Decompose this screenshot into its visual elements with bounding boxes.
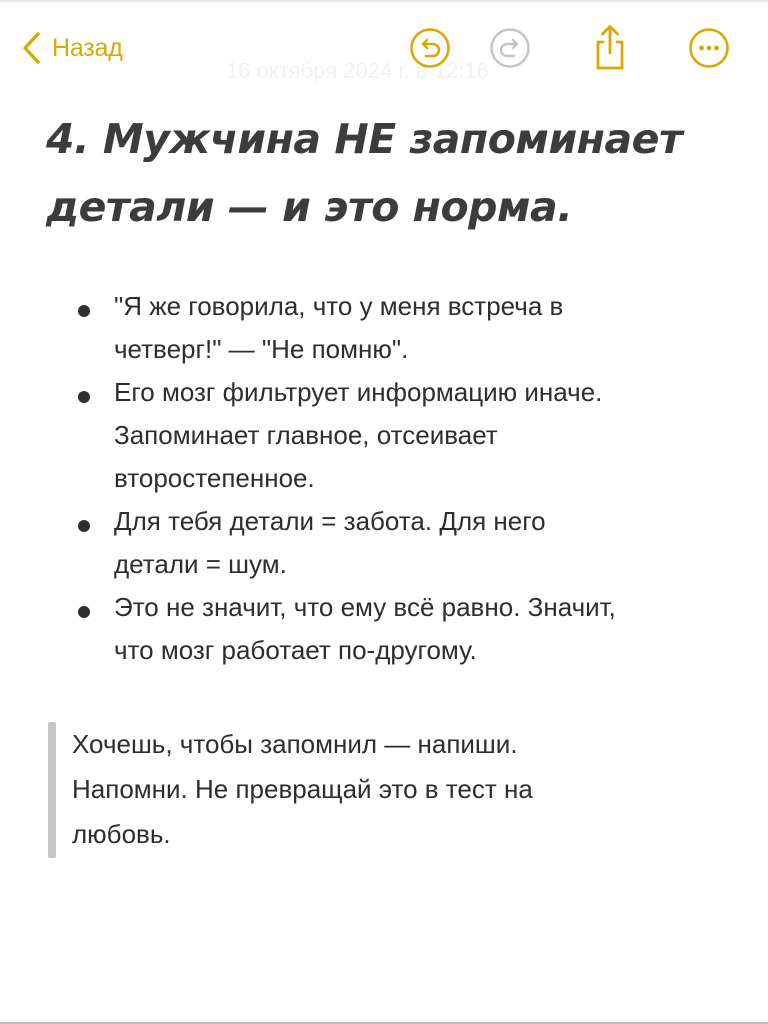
bullet-text-line: детали = шум. [114, 549, 287, 579]
quote-line: Напомни. Не превращай это в тест на [72, 774, 533, 804]
quote-line: Хочешь, чтобы запомнил — напиши. [72, 729, 518, 759]
bullet-text-line: Его мозг фильтрует информацию иначе. [114, 377, 603, 407]
more-icon [688, 27, 730, 69]
bullet-text-line: Это не значит, что ему всё равно. Значит, [114, 592, 616, 622]
redo-button[interactable] [489, 27, 531, 69]
redo-icon [489, 27, 531, 69]
block-quote [48, 722, 728, 858]
bullet-item [0, 500, 768, 586]
bullet-item [0, 371, 768, 500]
bullet-text-line: Для тебя детали = забота. Для него [114, 506, 546, 536]
more-button[interactable] [688, 27, 730, 69]
share-button[interactable] [589, 23, 631, 71]
heading-line: 4. Мужчина НЕ запоминает [46, 115, 683, 163]
bullet-text-line: второстепенное. [114, 463, 315, 493]
undo-button[interactable] [409, 27, 451, 69]
bullet-item [0, 586, 768, 672]
bullet-dot [78, 305, 90, 317]
bullet-text-line: четверг!" — "Не помню". [114, 334, 409, 364]
heading-line: детали — и это норма. [46, 183, 573, 231]
back-label: Назад [52, 33, 123, 62]
quote-line: любовь. [72, 819, 171, 849]
bullet-item [0, 285, 768, 371]
back-button[interactable] [22, 28, 123, 68]
undo-icon [409, 27, 451, 69]
bullet-text-line: "Я же говорила, что у меня встреча в [114, 291, 564, 321]
share-icon [589, 23, 631, 71]
bullet-text-line: что мозг работает по-другому. [114, 635, 477, 665]
note-date-ghost: 16 октября 2024 г. в 12:16 [226, 58, 489, 83]
bullet-dot [78, 606, 90, 618]
bullet-dot [78, 391, 90, 403]
navigation-bar [0, 0, 768, 100]
bullet-text-line: Запоминает главное, отсеивает [114, 420, 498, 450]
note-heading [46, 105, 746, 241]
quote-text [72, 722, 533, 857]
quote-bar [48, 722, 56, 858]
chevron-left-icon [22, 31, 42, 65]
bullet-dot [78, 520, 90, 532]
bullet-list [0, 285, 768, 672]
